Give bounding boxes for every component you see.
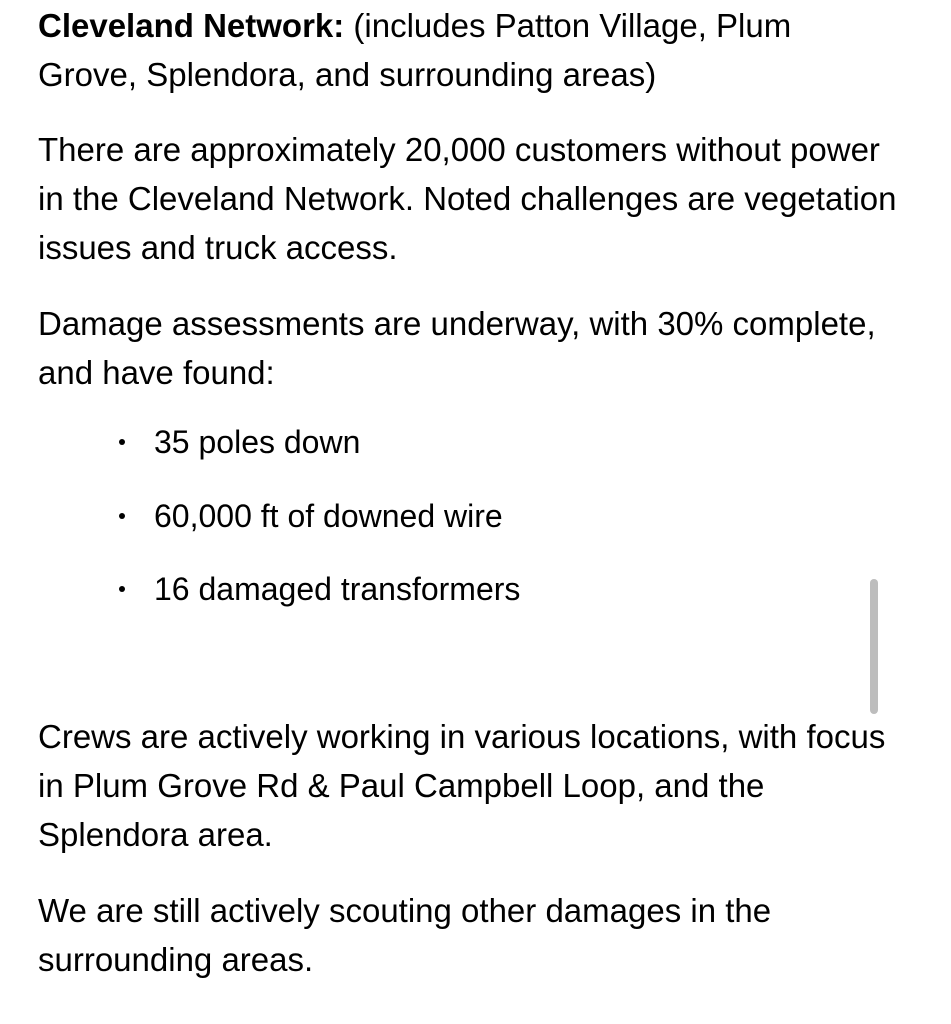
bullet-icon xyxy=(119,586,125,592)
outage-paragraph: There are approximately 20,000 customers without power in the Cleveland Network. Noted challenges are vegetation issues and truck access. xyxy=(38,131,897,266)
network-areas: (includes Patton Village, Plum Grove, Splendora, and surrounding areas) xyxy=(38,7,792,93)
finding-text: 60,000 ft of downed wire xyxy=(154,498,503,534)
network-heading-paragraph xyxy=(38,1,898,99)
scouting-paragraph: We are still actively scouting other damages in the surrounding areas. xyxy=(38,892,772,978)
crews-paragraph: Crews are actively working in various locations, with focus in Plum Grove Rd & Paul Campbell Loop, and the Splendora area. xyxy=(38,718,886,853)
finding-text: 16 damaged transformers xyxy=(154,571,521,607)
network-name: Cleveland Network: xyxy=(38,7,345,44)
finding-text: 35 poles down xyxy=(154,424,361,460)
bullet-icon xyxy=(119,513,125,519)
assessment-paragraph: Damage assessments are underway, with 30% complete, and have found: xyxy=(38,305,876,391)
scrollbar-thumb[interactable] xyxy=(870,579,878,714)
bullet-icon xyxy=(119,439,125,445)
